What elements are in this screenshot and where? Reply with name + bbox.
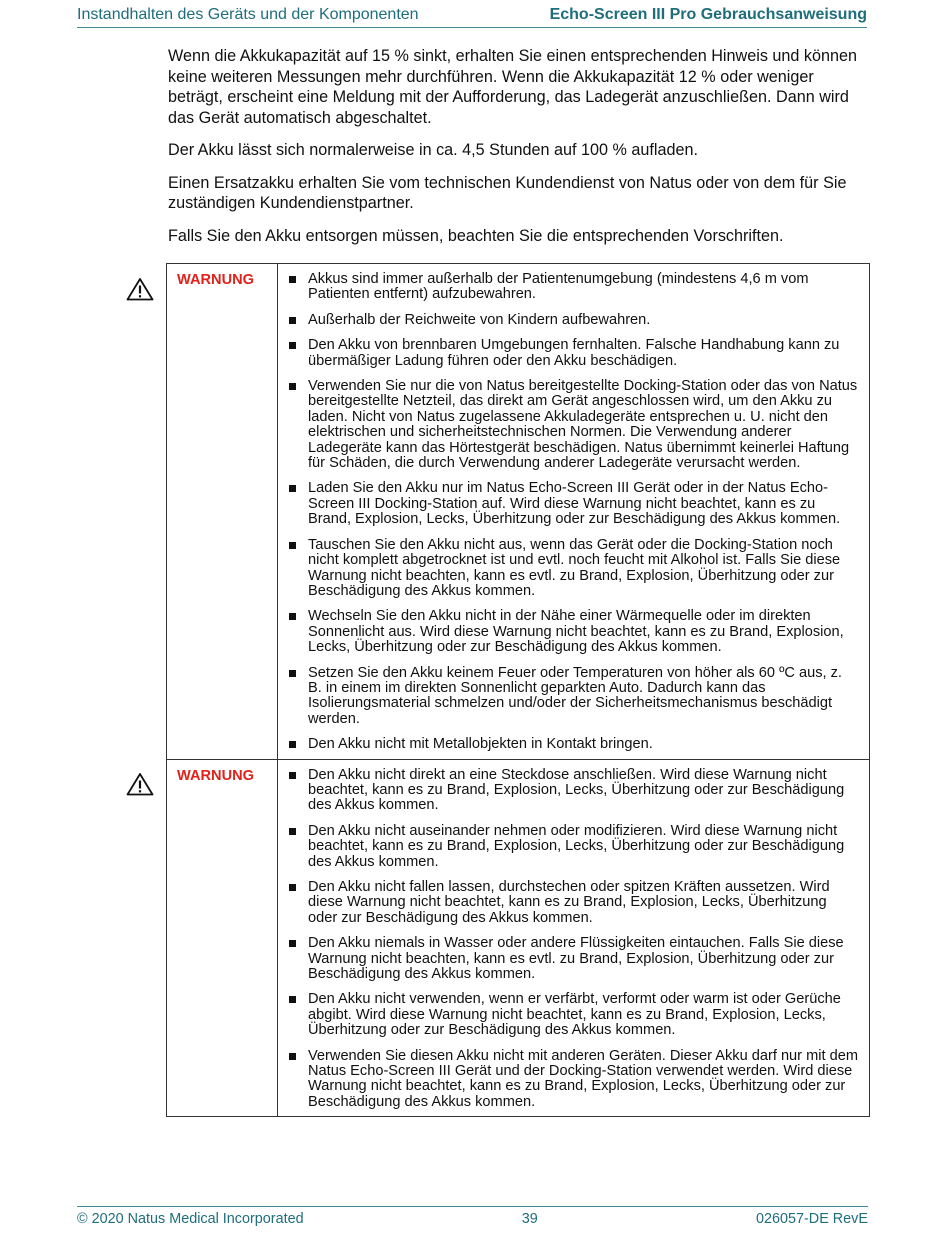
header-document-title: Echo-Screen III Pro Gebrauchsanweisung	[549, 6, 867, 23]
warning-item-text: Setzen Sie den Akku keinem Feuer oder Temperaturen von höher als 60 ºC aus, z. B. in einem im direkten Sonnenlicht geparkten Auto. Dadurch kann das Isolierungsmaterial schmelzen und/oder der Sicherheitsmechanismus beschädigt werden.	[308, 664, 842, 727]
bullet-square-icon	[289, 884, 296, 891]
warning-item-text: Wechseln Sie den Akku nicht in der Nähe einer Wärmequelle oder im direkten Sonnenlicht aus. Wird diese Warnung nicht beachtet, kann es zu Brand, Explosion, Lecks, Überhitzung oder zur Beschädigung des Akkus kommen.	[308, 608, 844, 656]
bullet-square-icon	[289, 741, 296, 748]
warning-list-item	[288, 737, 859, 752]
warning-list-item	[288, 992, 859, 1038]
warning-item-text: Den Akku nicht mit Metallobjekten in Kontakt bringen.	[308, 736, 653, 753]
bullet-square-icon	[289, 772, 296, 779]
warning-list-item	[288, 609, 859, 655]
footer-copyright: © 2020 Natus Medical Incorporated	[77, 1211, 304, 1227]
warning-list-item	[288, 313, 859, 328]
warning-label: WARNUNG	[167, 264, 278, 760]
header-section-title: Instandhalten des Geräts und der Komponenten	[77, 6, 419, 23]
warning-list-item	[288, 880, 859, 926]
bullet-square-icon	[289, 1053, 296, 1060]
warning-list-item	[288, 379, 859, 471]
warning-block	[167, 759, 870, 1117]
page-footer	[77, 1206, 868, 1231]
warning-list-item	[288, 538, 859, 600]
paragraph: Falls Sie den Akku entsorgen müssen, beachten Sie die entsprechenden Vorschriften.	[168, 226, 784, 245]
warning-list-item	[288, 936, 859, 982]
bullet-square-icon	[289, 342, 296, 349]
bullet-square-icon	[289, 485, 296, 492]
bullet-square-icon	[289, 996, 296, 1003]
warning-item-text: Den Akku von brennbaren Umgebungen fernhalten. Falsche Handhabung kann zu übermäßiger Ladung führen oder den Akku beschädigen.	[308, 337, 840, 369]
warning-list-item	[288, 338, 859, 369]
warning-item-text: Verwenden Sie diesen Akku nicht mit anderen Geräten. Dieser Akku darf nur mit dem Natus Echo-Screen III Gerät und der Docking-Station verwendet werden. Wird diese Warnung nicht beachtet, kann es zu Brand, Explosion, Lecks, Überhitzung oder zur Beschädigung des Akkus kommen.	[308, 1047, 858, 1110]
document-number: 026057-DE RevE	[755, 1211, 868, 1227]
bullet-square-icon	[289, 613, 296, 620]
warning-item-text: Den Akku niemals in Wasser oder andere Flüssigkeiten eintauchen. Falls Sie diese Warnung nicht beachten, kann es evtl. zu Brand, Explosion, Überhitzung oder zur Beschädigung des Akkus kommen.	[308, 935, 844, 983]
warning-table	[166, 263, 870, 1117]
bullet-square-icon	[289, 276, 296, 283]
warning-item-text: Akkus sind immer außerhalb der Patientenumgebung (mindestens 4,6 m vom Patienten entfernt) aufzubewahren.	[308, 271, 809, 303]
bullet-square-icon	[289, 670, 296, 677]
warning-list-item	[288, 1049, 859, 1111]
bullet-square-icon	[289, 383, 296, 390]
warning-item-text: Laden Sie den Akku nur im Natus Echo-Screen III Gerät oder in der Natus Echo-Screen III Docking-Station auf. Wird diese Warnung nicht beachtet, kann es zu Brand, Explosion, Lecks, Überhitzung oder zur Beschädigung des Akkus kommen.	[308, 480, 841, 528]
warning-triangle-icon	[126, 277, 154, 301]
warning-list-item	[288, 768, 859, 814]
warning-list-item	[288, 272, 859, 303]
warning-items	[278, 759, 870, 1117]
bullet-square-icon	[289, 317, 296, 324]
warning-list	[288, 768, 859, 1111]
warning-triangle-icon	[126, 772, 154, 796]
warning-item-text: Den Akku nicht direkt an eine Steckdose anschließen. Wird diese Warnung nicht beachtet, kann es zu Brand, Explosion, Lecks, Überhitzung oder zur Beschädigung des Akkus kommen.	[308, 766, 845, 814]
warning-list	[288, 272, 859, 753]
warning-items	[278, 264, 870, 760]
paragraph: Einen Ersatzakku erhalten Sie vom technischen Kundendienst von Natus oder von dem für Sie zuständigen Kundendienstpartner.	[168, 173, 847, 212]
page-header	[77, 3, 867, 28]
warning-block	[167, 264, 870, 760]
warning-item-text: Tauschen Sie den Akku nicht aus, wenn das Gerät oder die Docking-Station noch nicht komplett abgetrocknet ist und evtl. noch feucht mit Alkohol ist. Falls Sie diese Warnung nicht beachten, kann es evtl. zu Brand, Explosion, Überhitzung oder zur Beschädigung des Akkus kommen.	[308, 536, 841, 599]
warning-label: WARNUNG	[167, 759, 278, 1117]
warning-item-text: Verwenden Sie nur die von Natus bereitgestellte Docking-Station oder das von Natus bereitgestellte Netzteil, das direkt am Gerät angeschlossen wird, um den Akku zu laden. Nicht von Natus zugelassene Akkuladegeräte entsprechen u. U. nicht den elektrischen und sicherheitstechnischen Normen. Die Verwendung anderer Ladegeräte kann das Hörtestgerät beschädigen. Natus übernimmt keinerlei Haftung für Schäden, die durch Verwendung anderer Ladegeräte verursacht werden.	[308, 378, 858, 472]
bullet-square-icon	[289, 828, 296, 835]
bullet-square-icon	[289, 542, 296, 549]
warning-item-text: Den Akku nicht fallen lassen, durchstechen oder spitzen Kräften aussetzen. Wird diese Warnung nicht beachtet, kann es zu Brand, Explosion, Lecks, Überhitzung oder zur Beschädigung des Akkus kommen.	[308, 879, 830, 926]
paragraph: Der Akku lässt sich normalerweise in ca. 4,5 Stunden auf 100 % aufladen.	[168, 141, 698, 159]
warning-item-text: Den Akku nicht auseinander nehmen oder modifizieren. Wird diese Warnung nicht beachtet, kann es zu Brand, Explosion, Lecks, Überhitzung oder zur Beschädigung des Akkus kommen.	[308, 822, 845, 870]
warning-item-text: Außerhalb der Reichweite von Kindern aufbewahren.	[308, 311, 651, 328]
warning-list-item	[288, 666, 859, 728]
body-text	[168, 46, 868, 258]
warning-list-item	[288, 824, 859, 870]
paragraph: Wenn die Akkukapazität auf 15 % sinkt, erhalten Sie einen entsprechenden Hinweis und können keine weiteren Messungen mehr durchführen. Wenn die Akkukapazität 12 % oder weniger beträgt, erscheint eine Meldung mit der Aufforderung, das Ladegerät anzuschließen. Dann wird das Gerät automatisch abgeschaltet.	[168, 47, 858, 127]
warning-item-text: Den Akku nicht verwenden, wenn er verfärbt, verformt oder warm ist oder Gerüche abgibt. Wird diese Warnung nicht beachtet, kann es zu Brand, Explosion, Lecks, Überhitzung oder zur Beschädigung des Akkus kommen.	[308, 991, 841, 1039]
page-number: 39	[521, 1211, 538, 1227]
bullet-square-icon	[289, 940, 296, 947]
warning-list-item	[288, 481, 859, 527]
